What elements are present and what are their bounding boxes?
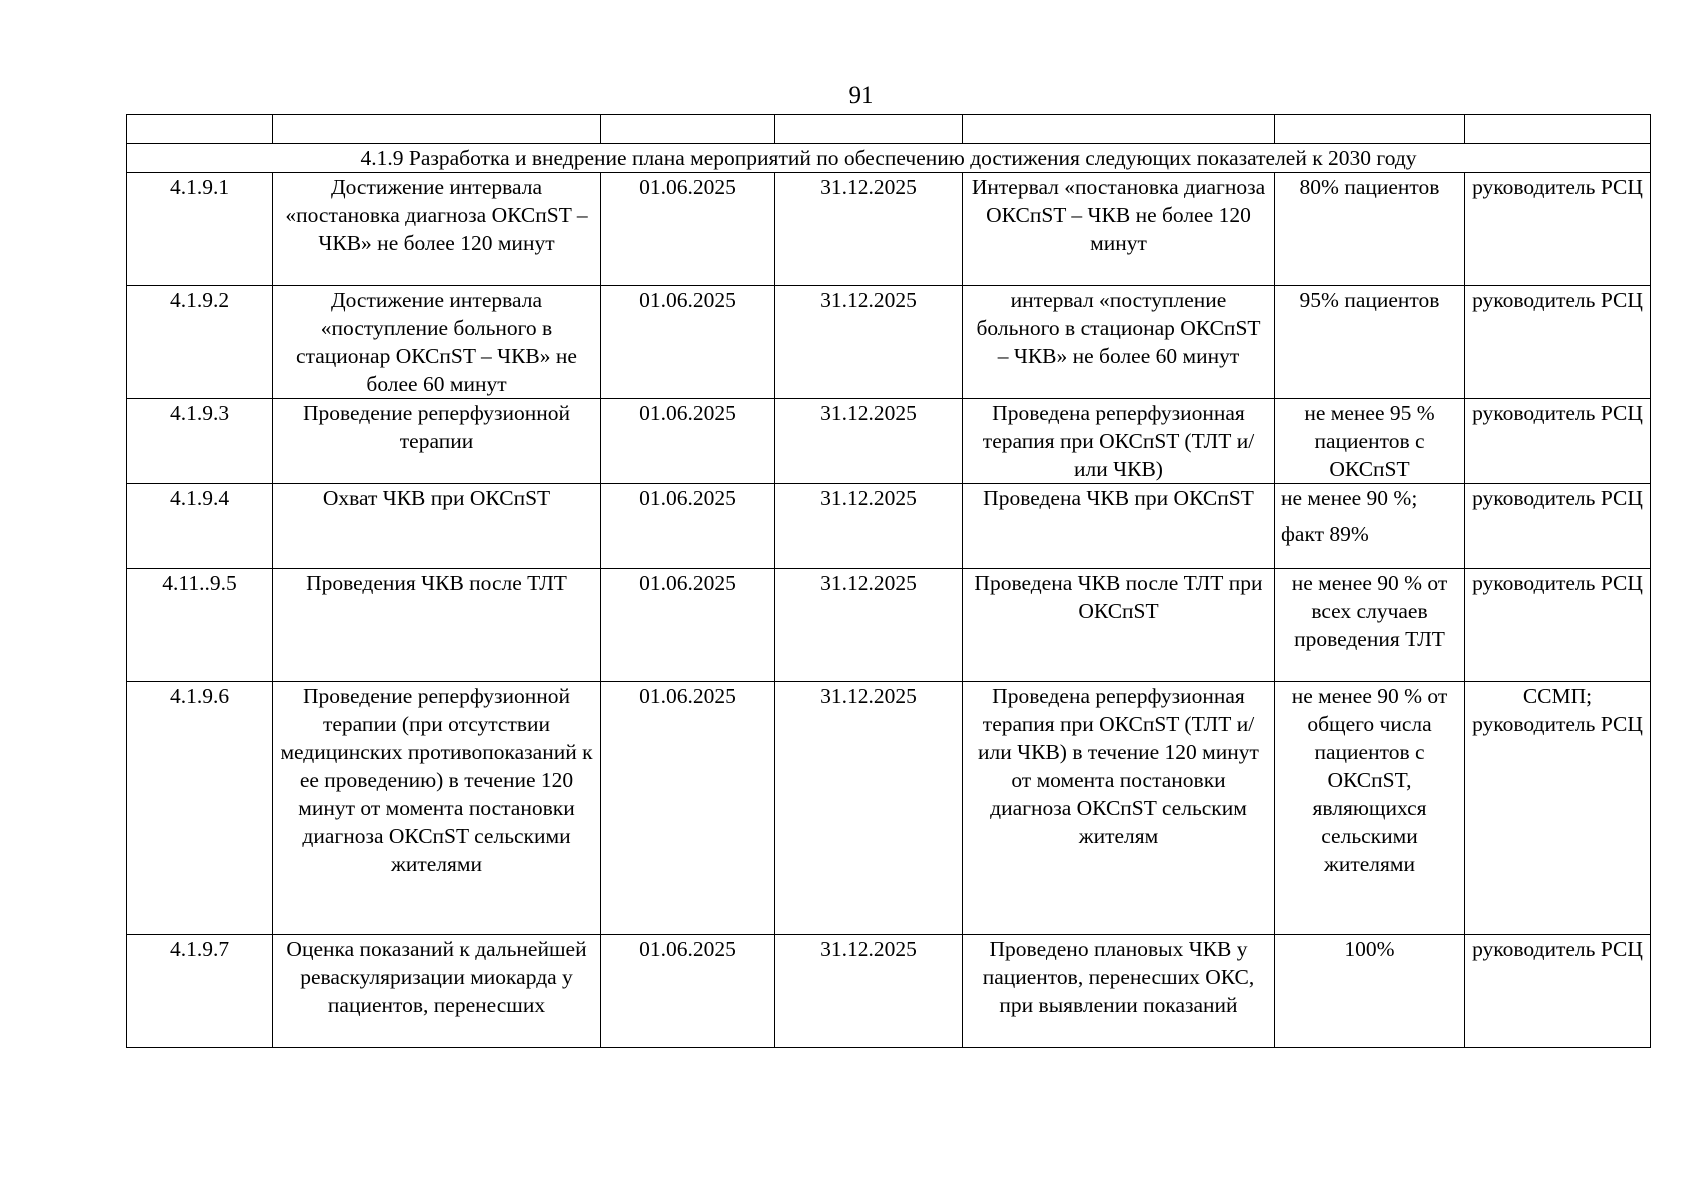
row-result: Проведена ЧКВ при ОКСпST: [963, 484, 1275, 569]
row-result: Проведено плановых ЧКВ у пациентов, перенесших ОКС, при выявлении показаний: [963, 935, 1275, 1048]
row-result: Проведена реперфузионная терапия при ОКСпST (ТЛТ и/или ЧКВ): [963, 399, 1275, 484]
row-end-date: 31.12.2025: [775, 682, 963, 935]
row-indicator: не менее 90 % от всех случаев проведения ТЛТ: [1275, 569, 1465, 682]
row-code: 4.1.9.7: [127, 935, 273, 1048]
table-row: [127, 484, 1651, 569]
row-start-date: 01.06.2025: [601, 484, 775, 569]
row-start-date: 01.06.2025: [601, 935, 775, 1048]
row-indicator: не менее 90 %;: [1281, 486, 1418, 510]
table-row: [127, 399, 1651, 484]
row-indicator: не менее 90 % от общего числа пациентов с ОКСпST, являющихся сельскими жителями: [1275, 682, 1465, 935]
row-activity: Охват ЧКВ при ОКСпST: [273, 484, 601, 569]
activities-table: [126, 114, 1651, 1048]
row-result: Проведена ЧКВ после ТЛТ при ОКСпST: [963, 569, 1275, 682]
row-code: 4.1.9.2: [127, 286, 273, 399]
empty-cell: [273, 115, 601, 144]
row-responsible: руководитель РСЦ: [1465, 399, 1651, 484]
row-activity: Оценка показаний к дальнейшей реваскуляризации миокарда у пациентов, перенесших: [273, 935, 601, 1048]
table-row: [127, 173, 1651, 286]
row-start-date: 01.06.2025: [601, 399, 775, 484]
row-responsible: руководитель РСЦ: [1465, 484, 1651, 569]
row-code: 4.1.9.1: [127, 173, 273, 286]
section-title: 4.1.9 Разработка и внедрение плана мероприятий по обеспечению достижения следующих показателей к 2030 году: [127, 144, 1651, 173]
row-responsible: руководитель РСЦ: [1465, 569, 1651, 682]
row-code: 4.1.9.6: [127, 682, 273, 935]
row-activity: Достижение интервала «поступление больного в стационар ОКСпST – ЧКВ» не более 60 минут: [273, 286, 601, 399]
row-result: Интервал «постановка диагноза ОКСпST – ЧКВ не более 120 минут: [963, 173, 1275, 286]
row-end-date: 31.12.2025: [775, 569, 963, 682]
row-responsible: руководитель РСЦ: [1465, 286, 1651, 399]
empty-cell: [601, 115, 775, 144]
row-activity: Проведение реперфузионной терапии (при отсутствии медицинских противопоказаний к ее проведению) в течение 120 минут от момента постановки диагноза ОКСпST сельскими жителями: [273, 682, 601, 935]
row-code: 4.11..9.5: [127, 569, 273, 682]
row-result: интервал «поступление больного в стационар ОКСпST – ЧКВ» не более 60 минут: [963, 286, 1275, 399]
row-indicator: 80% пациентов: [1275, 173, 1465, 286]
row-end-date: 31.12.2025: [775, 935, 963, 1048]
row-start-date: 01.06.2025: [601, 682, 775, 935]
row-activity: Проведение реперфузионной терапии: [273, 399, 601, 484]
empty-cell: [1465, 115, 1651, 144]
row-end-date: 31.12.2025: [775, 286, 963, 399]
empty-cell: [963, 115, 1275, 144]
row-start-date: 01.06.2025: [601, 569, 775, 682]
table-row: [127, 286, 1651, 399]
table-row: [127, 682, 1651, 935]
row-code: 4.1.9.4: [127, 484, 273, 569]
row-end-date: 31.12.2025: [775, 399, 963, 484]
table-row: [127, 569, 1651, 682]
row-responsible: руководитель РСЦ: [1465, 935, 1651, 1048]
row-code: 4.1.9.3: [127, 399, 273, 484]
row-activity: Достижение интервала «постановка диагноза ОКСпST – ЧКВ» не более 120 минут: [273, 173, 601, 286]
row-result: Проведена реперфузионная терапия при ОКСпST (ТЛТ и/или ЧКВ) в течение 120 минут от момента постановки диагноза ОКСпST сельским жителям: [963, 682, 1275, 935]
row-indicator-note: факт 89%: [1281, 522, 1369, 546]
page-number: 91: [848, 82, 874, 109]
row-end-date: 31.12.2025: [775, 173, 963, 286]
empty-cell: [1275, 115, 1465, 144]
row-indicator: не менее 95 % пациентов с ОКСпST: [1275, 399, 1465, 484]
section-row: [127, 144, 1651, 173]
row-start-date: 01.06.2025: [601, 286, 775, 399]
row-indicator: 100%: [1275, 935, 1465, 1048]
header-empty-row: [127, 115, 1651, 144]
row-end-date: 31.12.2025: [775, 484, 963, 569]
row-indicator: 95% пациентов: [1275, 286, 1465, 399]
row-responsible: ССМП; руководитель РСЦ: [1465, 682, 1651, 935]
row-responsible: руководитель РСЦ: [1465, 173, 1651, 286]
empty-cell: [775, 115, 963, 144]
row-start-date: 01.06.2025: [601, 173, 775, 286]
empty-cell: [127, 115, 273, 144]
table-row: [127, 935, 1651, 1048]
row-indicator-cell: [1275, 484, 1465, 569]
row-activity: Проведения ЧКВ после ТЛТ: [273, 569, 601, 682]
